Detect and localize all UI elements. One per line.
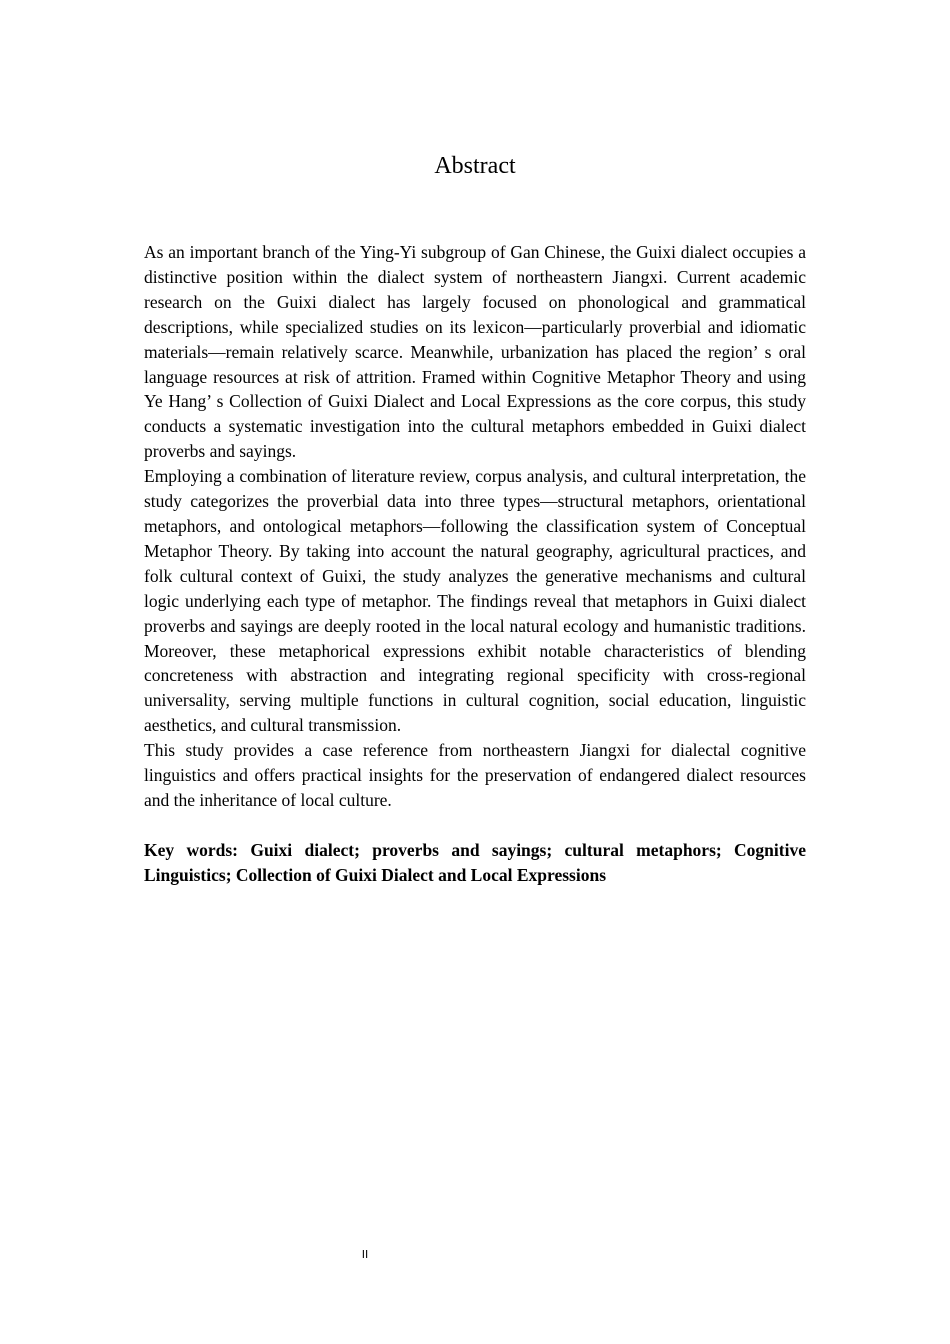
page-number: II <box>361 1248 369 1261</box>
abstract-paragraph-3: This study provides a case reference from northeastern Jiangxi for dialectal cognitive linguistics and offers practical insights for the preservation of endangered dialect resources and the inheritance of local culture. <box>144 740 806 810</box>
abstract-body <box>144 240 806 888</box>
abstract-paragraph-1: As an important branch of the Ying-Yi subgroup of Gan Chinese, the Guixi dialect occupies a distinctive position within the dialect system of northeastern Jiangxi. Current academic research on the Guixi dialect has largely focused on phonological and grammatical descriptions, while specialized studies on its lexicon—particularly proverbial and idiomatic materials—remain relatively scarce. Meanwhile, urbanization has placed the region’ s oral language resources at risk of attrition. Framed within Cognitive Metaphor Theory and using Ye Hang’ s Collection of Guixi Dialect and Local Expressions as the core corpus, this study conducts a systematic investigation into the cultural metaphors embedded in Guixi dialect proverbs and sayings. <box>144 242 806 462</box>
abstract-title: Abstract <box>434 153 516 179</box>
keywords-line: Key words: Guixi dialect; proverbs and sayings; cultural metaphors; Cognitive Linguistics; Collection of Guixi Dialect and Local Expressions <box>144 839 806 885</box>
abstract-paragraph-2: Employing a combination of literature review, corpus analysis, and cultural interpretation, the study categorizes the proverbial data into three types—structural metaphors, orientational metaphors, and ontological metaphors—following the classification system of Conceptual Metaphor Theory. By taking into account the natural geography, agricultural practices, and folk cultural context of Guixi, the study analyzes the generative mechanisms and cultural logic underlying each type of metaphor. The findings reveal that metaphors in Guixi dialect proverbs and sayings are deeply rooted in the local natural ecology and humanistic traditions. Moreover, these metaphorical expressions exhibit notable characteristics of blending concreteness with abstraction and integrating regional specificity with cross-regional universality, serving multiple functions in cultural cognition, social education, linguistic aesthetics, and cultural transmission. <box>144 466 806 736</box>
